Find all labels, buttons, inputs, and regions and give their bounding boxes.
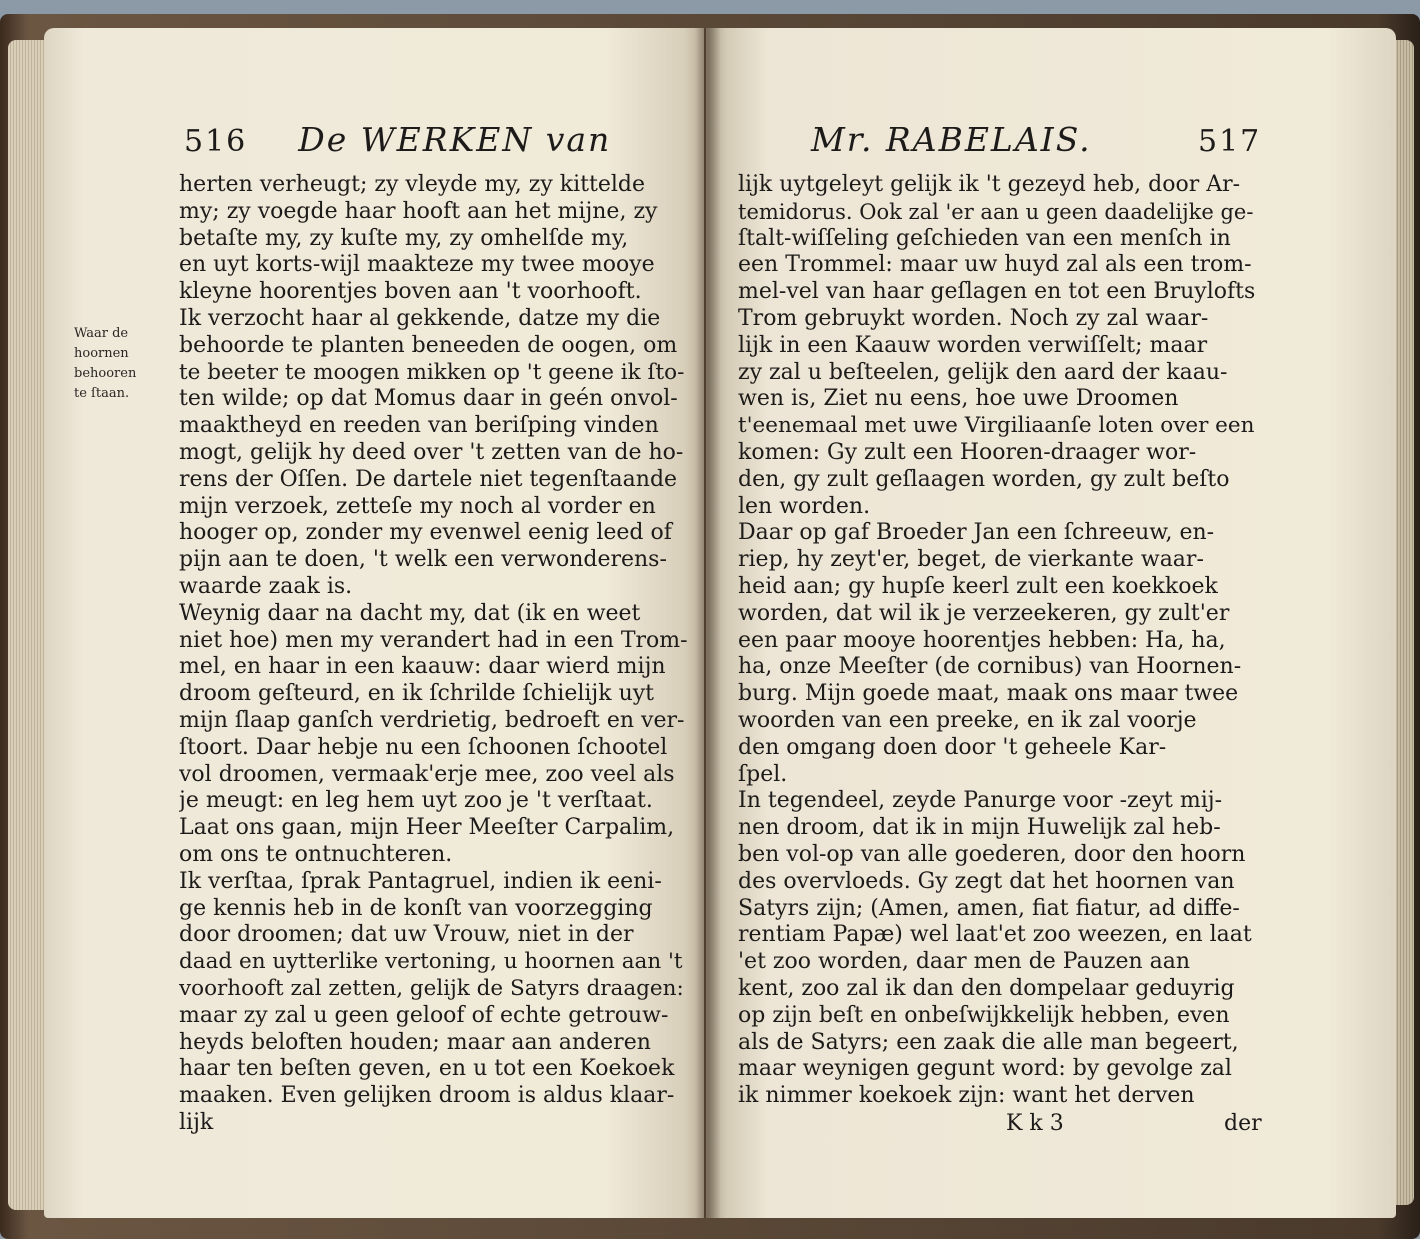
left-page-number: 516 xyxy=(184,124,248,159)
text-line: riep, hy zeyt'er, beget, de vierkante waar- xyxy=(738,547,1204,573)
text-line: temidorus. Ook zal 'er aan u geen daadelijke ge- xyxy=(738,199,1254,224)
text-line: ha, onze Meeſter (de cornibus) van Hoornen- xyxy=(738,654,1242,680)
right-page-number: 517 xyxy=(1198,124,1262,159)
text-line: lijk uytgeleyt gelijk ik 't gezeyd heb, door Ar- xyxy=(738,172,1241,197)
text-line: niet hoe) men my verandert had in een Trom- xyxy=(179,627,688,653)
text-line: een paar mooye hoorentjes hebben: Ha, ha, xyxy=(738,627,1226,653)
right-page xyxy=(706,28,1396,1218)
text-line: nen droom, dat ik in mijn Huwelijk zal heb- xyxy=(738,815,1221,841)
text-line: en uyt korts-wijl maakteze my twee mooye xyxy=(179,252,655,278)
text-line: mel, en haar in een kaauw: daar wierd mijn xyxy=(179,654,666,680)
text-line: maar weynigen gegunt word: by gevolge zal xyxy=(738,1056,1232,1082)
text-line: den omgang doen door 't geheele Kar- xyxy=(738,734,1167,760)
text-line: op zijn beſt en onbeſwijkkelijk hebben, even xyxy=(738,1002,1230,1028)
text-line: daad en uytterlike vertoning, u hoornen aan 't xyxy=(179,949,683,975)
text-line: Ik verſtaa, ſprak Pantagruel, indien ik eeni- xyxy=(179,868,662,894)
text-line: mogt, gelijk hy deed over 't zetten van de ho- xyxy=(179,439,684,465)
text-line: lijk xyxy=(179,1109,214,1135)
text-line: worden, dat wil ik je verzeekeren, gy zult'er xyxy=(738,600,1230,626)
text-line: wen is, Ziet nu eens, hoe uwe Droomen xyxy=(738,386,1179,412)
text-line: t'eenemaal met uwe Virgiliaanſe loten over een xyxy=(738,413,1255,439)
text-line: een Trommel: maar uw huyd zal als een trom- xyxy=(738,252,1252,278)
text-line: my; zy voegde haar hooft aan het mijne, zy xyxy=(179,198,658,224)
right-body-text xyxy=(738,172,1260,1110)
text-line: ſtalt-wiſſeling geſchieden van een menſch in xyxy=(738,225,1231,251)
text-line: Ik verzocht haar al gekkende, datze my die xyxy=(179,305,661,331)
text-line: maaken. Even gelijken droom is aldus klaar- xyxy=(179,1083,675,1109)
catchword: der xyxy=(1224,1111,1262,1136)
text-line: heyds beloften houden; maar aan anderen xyxy=(179,1029,651,1055)
margin-note-line: te ſtaan. xyxy=(74,386,130,401)
text-line: woorden van een preeke, en ik zal voorje xyxy=(738,707,1197,733)
text-line: waarde zaak is. xyxy=(179,573,353,599)
margin-note-line: hoornen xyxy=(74,346,129,361)
text-line: kent, zoo zal ik dan den dompelaar geduyrig xyxy=(738,975,1235,1001)
text-line: Trom gebruykt worden. Noch zy zal waar- xyxy=(738,305,1209,331)
text-line: door droomen; dat uw Vrouw, niet in der xyxy=(179,922,634,948)
text-line: heid aan; gy hupſe keerl zult een koekkoek xyxy=(738,573,1218,599)
text-line: ten wilde; op dat Momus daar in geén onvol- xyxy=(179,386,678,412)
text-line: ſtoort. Daar hebje nu een ſchoonen ſchootel xyxy=(179,734,668,760)
text-line: mel-vel van haar geſlagen en tot een Bruylofts xyxy=(738,279,1256,305)
gutter-shadow xyxy=(695,28,721,1218)
text-line: lijk in een Kaauw worden verwiſſelt; maar xyxy=(738,332,1208,358)
text-line: ik nimmer koekoek zijn: want het derven xyxy=(738,1083,1195,1109)
text-line: burg. Mijn goede maat, maak ons maar twee xyxy=(738,681,1239,707)
text-line: Weynig daar na dacht my, dat (ik en weet xyxy=(179,600,641,626)
left-header-title: De WERKEN van xyxy=(298,120,612,159)
text-line: mijn verzoek, zetteſe my noch al vorder en xyxy=(179,493,656,519)
left-running-head xyxy=(184,120,611,170)
text-line: den, gy zult geſlaagen worden, gy zult beſto xyxy=(738,466,1230,492)
text-line: maar zy zal u geen geloof of echte getrouw- xyxy=(179,1002,669,1028)
margin-note-line: behooren xyxy=(74,366,137,381)
text-line: Laat ons gaan, mijn Heer Meeſter Carpalim, xyxy=(179,815,675,841)
text-line: des overvloeds. Gy zegt dat het hoornen van xyxy=(738,868,1235,894)
left-page xyxy=(44,28,704,1218)
text-line: hooger op, zonder my evenwel eenig leed of xyxy=(179,520,672,546)
text-line: ſpel. xyxy=(738,761,788,787)
text-line: 'et zoo worden, daar men de Pauzen aan xyxy=(738,949,1191,975)
left-body-text xyxy=(179,172,691,1137)
text-line: rens der Oſſen. De dartele niet tegenſtaande xyxy=(179,466,678,492)
text-line: behoorde te planten beneeden de oogen, om xyxy=(179,332,678,358)
text-line: als de Satyrs; een zaak die alle man begeert, xyxy=(738,1029,1239,1055)
page-edges-left xyxy=(8,40,48,1210)
text-line: In tegendeel, zeyde Panurge voor -zeyt mij- xyxy=(738,788,1223,814)
right-header-title: Mr. RABELAIS. xyxy=(811,120,1092,159)
signature-mark: K k 3 xyxy=(1006,1111,1064,1136)
text-line: Satyrs zijn; (Amen, amen, fiat fiatur, ad diffe- xyxy=(738,895,1240,921)
margin-note xyxy=(74,324,184,404)
text-line: voorhooft zal zetten, gelijk de Satyrs draagen: xyxy=(179,975,684,1001)
text-line: zy zal u beſteelen, gelijk den aard der kaau- xyxy=(738,359,1228,385)
text-line: rentiam Papæ) wel laat'et zoo weezen, en laat xyxy=(738,922,1252,948)
text-line: kleyne hoorentjes boven aan 't voorhooft. xyxy=(179,279,642,305)
text-line: maaktheyd en reeden van beriſping vinden xyxy=(179,413,659,439)
text-line: droom geſteurd, en ik ſchrilde ſchielijk uyt xyxy=(179,681,655,707)
text-line: mijn ſlaap ganſch verdrietig, bedroeft en ver- xyxy=(179,707,685,733)
text-line: betaſte my, zy kuſte my, zy omhelſde my, xyxy=(179,225,629,251)
margin-note-line: Waar de xyxy=(74,326,129,341)
text-line: ben vol-op van alle goederen, door den hoorn xyxy=(738,841,1246,867)
text-line: Daar op gaf Broeder Jan een ſchreeuw, en- xyxy=(738,520,1215,546)
right-page-number-wrap xyxy=(1198,120,1261,170)
right-running-head xyxy=(811,120,1261,170)
text-line: vol droomen, vermaak'erje mee, zoo veel als xyxy=(179,761,675,787)
text-line: herten verheugt; zy vleyde my, zy kittelde xyxy=(179,172,645,197)
text-line: pijn aan te doen, 't welk een verwonderens- xyxy=(179,547,667,573)
text-line: komen: Gy zult een Hooren-draager wor- xyxy=(738,439,1197,465)
text-line: ge kennis heb in de konſt van voorzegging xyxy=(179,895,653,921)
text-line: om ons te ontnuchteren. xyxy=(179,841,453,867)
text-line: te beeter te moogen mikken op 't geene ik ſto- xyxy=(179,359,685,385)
text-line: je meugt: en leg hem uyt zoo je 't verſtaat. xyxy=(179,788,653,814)
text-line: haar ten beſten geven, en u tot een Koekoek xyxy=(179,1056,675,1082)
text-line: len worden. xyxy=(738,493,871,519)
